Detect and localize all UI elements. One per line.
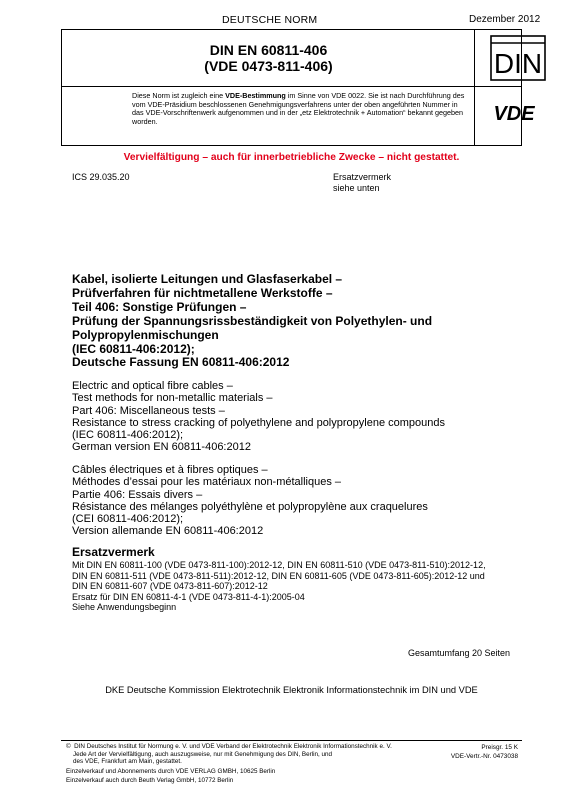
standard-number-block <box>62 42 475 74</box>
publication-date: Dezember 2012 <box>469 14 541 25</box>
ics-code: ICS 29.035.20 <box>72 172 130 182</box>
dke-line: DKE Deutsche Kommission Elektrotechnik Elektronik Informationstechnik im DIN und VDE <box>105 685 478 695</box>
standard-number: DIN EN 60811-406 <box>209 42 328 58</box>
din-logo-text: DIN <box>493 48 543 79</box>
order-number: VDE-Vertr.-Nr. 0473038 <box>450 752 518 760</box>
copyright-notice: © DIN Deutsches Institut für Normung e. V. und VDE Verband der Elektrotechnik Elektronik Informationstechnik e. V. Jede Art der Vervielfältigung, auch auszugsweise, nur mit Genehmigung des DIN, Berlin, und des VDE, Frankfurt am Main, gestattet. <box>66 743 392 766</box>
replacement-text: Mit DIN EN 60811-100 (VDE 0473-811-100):2012-12, DIN EN 60811-510 (VDE 0473-811-510):2012-12, DIN EN 60811-511 (VDE 0473-811-511):2012-12, DIN EN 60811-605 (VDE 0473-811-605):2012-12 und DIN EN 60811-607 (VDE 0473-811-607):2012-12 Ersatz für DIN EN 60811-4-1 (VDE 0473-811-4-1):2005-04 Siehe Anwendungsbeginn <box>72 560 486 613</box>
title-french: Câbles électriques et à fibres optiques – Méthodes d’essai pour les matériaux non-métalliques – Partie 406: Essais divers – Résistance des mélanges polyéthylène et polypropylène aux craquelures (CEI 60811-406:2012); Version allemande EN 60811-406:2012 <box>72 464 428 538</box>
reproduction-warning: Vervielfältigung – auch für innerbetriebliche Zwecke – nicht gestattet. <box>123 152 460 163</box>
standard-type: DEUTSCHE NORM <box>222 14 318 26</box>
title-english: Electric and optical fibre cables – Test methods for non-metallic materials – Part 406: Miscellaneous tests – Resistance to stress cracking of polyethylene and polypropylene compounds (IEC 60811-406:2012); German version EN 60811-406:2012 <box>72 380 445 454</box>
price-group: Preisgr. 15 K <box>481 744 518 751</box>
header-frame <box>61 29 543 146</box>
title-german: Kabel, isolierte Leitungen und Glasfaserkabel – Prüfverfahren für nichtmetallene Werkstoffe – Teil 406: Sonstige Prüfungen – Prüfung der Spannungsrissbeständigkeit von Polyethylen- und Polypropylenmischungen (IEC 60811-406:2012); Deutsche Fassung EN 60811-406:2012 <box>72 272 433 370</box>
vde-number: (VDE 0473-811-406) <box>204 58 333 74</box>
footer-divider <box>61 740 522 741</box>
replacement-reference: Ersatzvermerk siehe unten <box>333 172 392 193</box>
vde-logo-text: VDE <box>493 103 535 123</box>
sales-info-beuth: Einzelverkauf auch durch Beuth Verlag GmbH, 10772 Berlin <box>66 777 234 784</box>
replacement-heading: Ersatzvermerk <box>72 545 155 559</box>
vde-note: Diese Norm ist zugleich eine VDE-Bestimmung im Sinne von VDE 0022. Sie ist nach Durchführung des vom VDE-Präsidium beschlossenen Genehmigungsverfahrens unter der oben angeführten Nummer in das VDE-Vorschriftenwerk aufgenommen und in der „etz Elektrotechnik + Automation“ bekannt gegeben worden. <box>132 91 465 126</box>
din-logo-icon <box>490 35 546 81</box>
price-info <box>440 744 518 761</box>
total-pages: Gesamtumfang 20 Seiten <box>408 648 511 658</box>
vde-logo-icon <box>480 103 548 123</box>
sales-info-vde: Einzelverkauf und Abonnements durch VDE VERLAG GMBH, 10625 Berlin <box>66 768 276 775</box>
